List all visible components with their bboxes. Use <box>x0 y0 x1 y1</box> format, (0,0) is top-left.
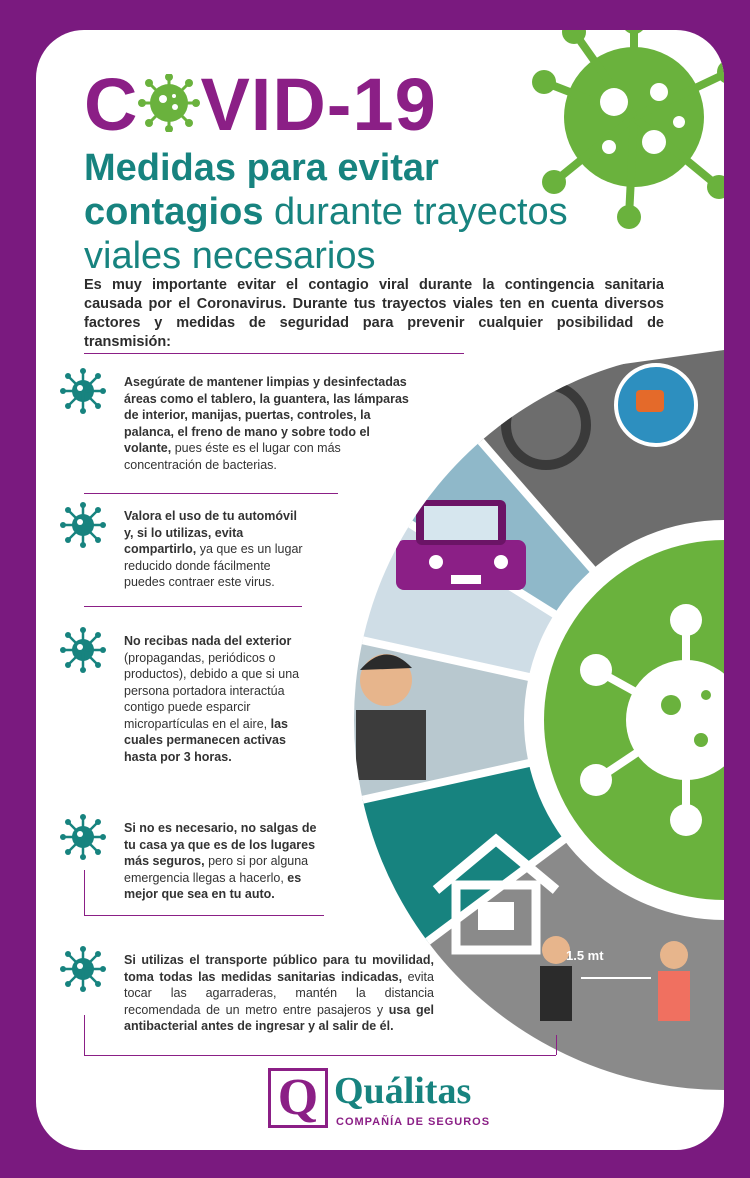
virus-icon <box>60 368 106 414</box>
item-bold-text: No recibas nada del exterior <box>124 634 292 648</box>
title-suffix: VID-19 <box>200 63 437 146</box>
page-title <box>84 63 437 146</box>
list-item <box>124 952 434 1035</box>
list-item <box>124 374 414 473</box>
virus-icon <box>60 814 106 860</box>
divider-line <box>84 870 85 915</box>
item-bold-text: Valora el uso de tu automóvil y, si lo utilizas, evita compartirlo, <box>124 509 297 556</box>
divider-line <box>84 606 302 607</box>
qualitas-logo <box>268 1068 508 1134</box>
virus-icon <box>60 946 106 992</box>
item-bold-text: Si no es necesario, no salgas de tu casa ya que es de los lugares más seguros, <box>124 821 317 868</box>
logo-tagline: COMPAÑÍA DE SEGUROS <box>336 1116 491 1128</box>
title-prefix: C <box>84 63 139 146</box>
logo-name: Quálitas <box>334 1070 472 1112</box>
item-bold-text: es mejor que sea en tu auto. <box>124 870 302 901</box>
item-text: pero si por alguna emergencia llegas a hacerlo, <box>124 854 309 885</box>
item-bold-text: las cuales permanecen activas hasta por 3 horas. <box>124 716 288 764</box>
item-text: evita tocar las agarraderas, mantén la distancia recomendada de un metro entre pasajeros y <box>124 969 434 1017</box>
logo-mark: Q <box>268 1068 328 1128</box>
virus-icon <box>60 627 106 673</box>
divider-line <box>84 1015 85 1055</box>
divider-line <box>556 1035 557 1055</box>
item-bold-text: usa gel antibacterial antes de ingresar y al salir de él. <box>124 1002 435 1033</box>
divider-line <box>84 1055 556 1056</box>
item-bold-text: Asegúrate de mantener limpias y desinfectadas áreas como el tablero, la guantera, las lámparas de interior, manijas, puertas, controles, la palanca, el freno de mano y sobre todo el volante, <box>124 375 409 455</box>
virus-icon <box>60 502 106 548</box>
list-item <box>124 820 324 903</box>
list-item <box>124 508 304 591</box>
subtitle-rest: durante trayectos viales necesarios <box>84 191 568 277</box>
subtitle-bold: Medidas para evitar contagios <box>84 147 439 233</box>
divider-line <box>84 915 324 916</box>
intro-paragraph: Es muy importante evitar el contagio viral durante la contingencia sanitaria causada por el Coronavirus. Durante tus trayectos viales ten en cuenta diversos factores y medidas de seguridad para prevenir cualquier posibilidad de transmisión: <box>84 277 664 350</box>
item-text: pues éste es el lugar con más concentración de bacterias. <box>124 441 341 472</box>
list-item <box>124 633 302 765</box>
page-subtitle <box>84 146 604 278</box>
item-text: (propagandas, periódicos o productos), debido a que si una persona portadora interactúa contigo puede esparcir micropartículas en el aire, <box>124 650 300 731</box>
divider-line <box>84 353 464 354</box>
item-text: ya que es un lugar reducido donde fácilmente puedes contraer este virus. <box>124 542 303 589</box>
divider-line <box>84 493 338 494</box>
infographic-card <box>36 30 724 1150</box>
item-bold-text: Si utilizas el transporte público para tu movilidad, toma todas las medidas sanitarias indicadas, <box>124 953 434 984</box>
distance-label: 1.5 mt <box>566 948 604 963</box>
virus-o-icon <box>138 74 200 132</box>
